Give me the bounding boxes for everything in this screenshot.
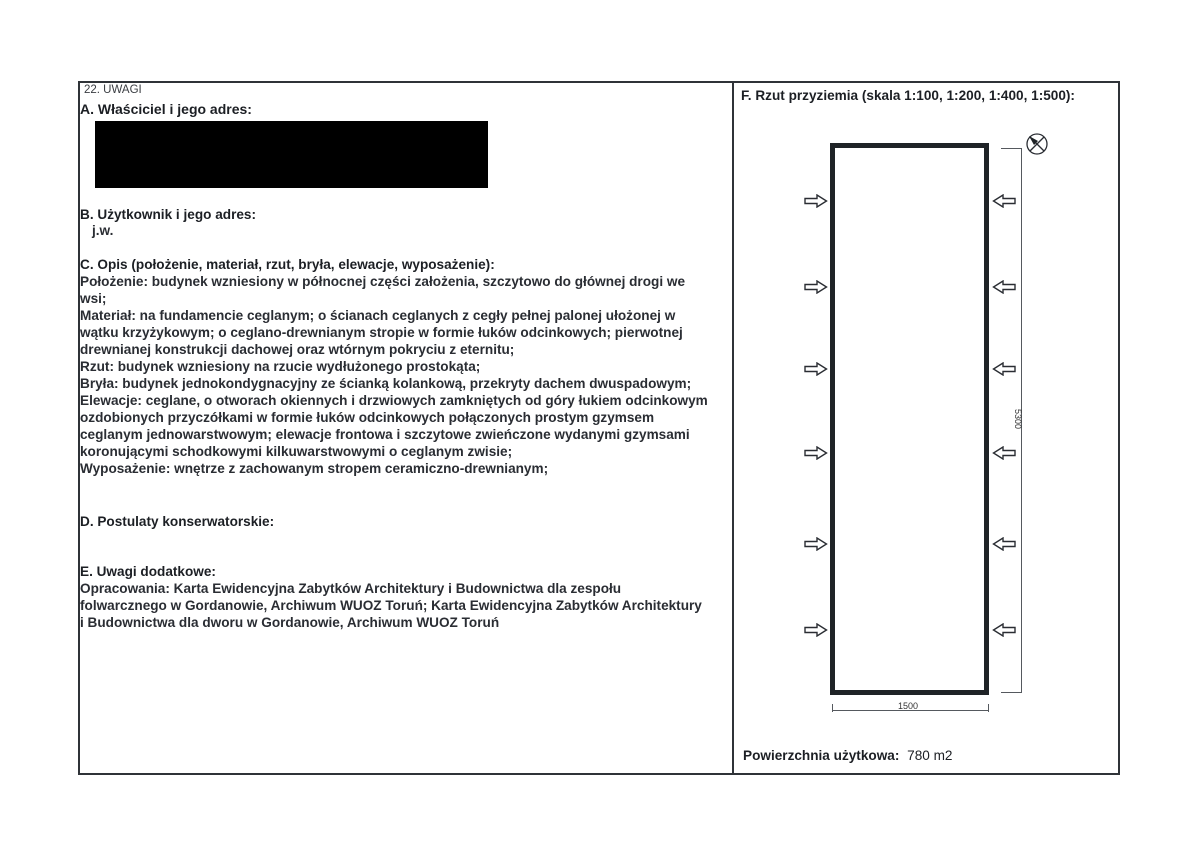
- north-arrow-icon: [1025, 132, 1049, 156]
- description-line: ceglanym jednowarstwowym; elewacje frontowa i szczytowe zwieńczone wydanymi gzymsami: [80, 427, 690, 442]
- description-line: wsi;: [80, 291, 107, 306]
- entrance-arrow-icon: [804, 362, 828, 376]
- description-line: Położenie: budynek wzniesiony w północnej części założenia, szczytowo do głównej drogi we: [80, 274, 686, 289]
- description-label: C. Opis (położenie, materiał, rzut, bryła, elewacje, wyposażenie):: [80, 257, 495, 272]
- dimension-tick: [988, 704, 989, 712]
- entrance-arrow-icon: [992, 623, 1016, 637]
- entrance-arrow-icon: [992, 280, 1016, 294]
- description-line: Elewacje: ceglane, o otworach okiennych i drzwiowych zamkniętych od góry łukiem odcinkowym: [80, 393, 708, 408]
- plan-title: F. Rzut przyziemia (skala 1:100, 1:200, 1:400, 1:500):: [741, 88, 1075, 103]
- entrance-arrow-icon: [804, 446, 828, 460]
- width-dimension-label: 1500: [898, 701, 919, 711]
- usable-area-label: Powierzchnia użytkowa:: [743, 748, 900, 763]
- description-line: drewnianej konstrukcji dachowej oraz wtórnym pokryciu z eternitu;: [80, 342, 515, 357]
- description-line: Bryła: budynek jednokondygnacyjny ze ścianką kolankową, przekryty dachem dwuspadowym;: [80, 376, 692, 391]
- column-divider: [732, 81, 734, 775]
- entrance-arrow-icon: [804, 623, 828, 637]
- description-line: Materiał: na fundamencie ceglanym; o ścianach ceglanych z cegły pełnej palonej ułożonej w: [80, 308, 676, 323]
- usable-area-value: 780 m2: [907, 748, 953, 763]
- additional-line: folwarcznego w Gordanowie, Archiwum WUOZ Toruń; Karta Ewidencyjna Zabytków Architektury: [80, 598, 702, 613]
- owner-label: A. Właściciel i jego adres:: [80, 101, 252, 117]
- entrance-arrow-icon: [804, 280, 828, 294]
- dimension-tick: [1001, 692, 1022, 693]
- postulates-label: D. Postulaty konserwatorskie:: [80, 514, 275, 529]
- dimension-tick: [1001, 148, 1022, 149]
- entrance-arrow-icon: [992, 537, 1016, 551]
- entrance-arrow-icon: [992, 446, 1016, 460]
- description-line: wątku krzyżykowym; o ceglano-drewnianym stropie w formie łuków odcinkowych; pierwotnej: [80, 325, 683, 340]
- owner-redacted-block: [95, 121, 488, 188]
- additional-label: E. Uwagi dodatkowe:: [80, 564, 216, 579]
- entrance-arrow-icon: [992, 194, 1016, 208]
- description-line: koronującymi schodkowymi kilkuwarstwowymi o ceglanym zwisie;: [80, 444, 513, 459]
- length-dimension-label: 5300: [1013, 408, 1024, 430]
- building-outline: [830, 143, 989, 695]
- section-number: 22. UWAGI: [84, 84, 142, 96]
- user-value: j.w.: [92, 223, 114, 238]
- entrance-arrow-icon: [804, 537, 828, 551]
- usable-area: [743, 748, 953, 763]
- additional-line: i Budownictwa dla dworu w Gordanowie, Archiwum WUOZ Toruń: [80, 615, 500, 630]
- additional-line: Opracowania: Karta Ewidencyjna Zabytków Architektury i Budownictwa dla zespołu: [80, 581, 622, 596]
- entrance-arrow-icon: [992, 362, 1016, 376]
- description-line: Rzut: budynek wzniesiony na rzucie wydłużonego prostokąta;: [80, 359, 481, 374]
- description-line: ozdobionych przyczółkami w formie łuków odcinkowych połączonych prostym gzymsem: [80, 410, 655, 425]
- user-label: B. Użytkownik i jego adres:: [80, 207, 257, 222]
- dimension-tick: [832, 704, 833, 712]
- description-line: Wyposażenie: wnętrze z zachowanym stropem ceramiczno-drewnianym;: [80, 461, 549, 476]
- entrance-arrow-icon: [804, 194, 828, 208]
